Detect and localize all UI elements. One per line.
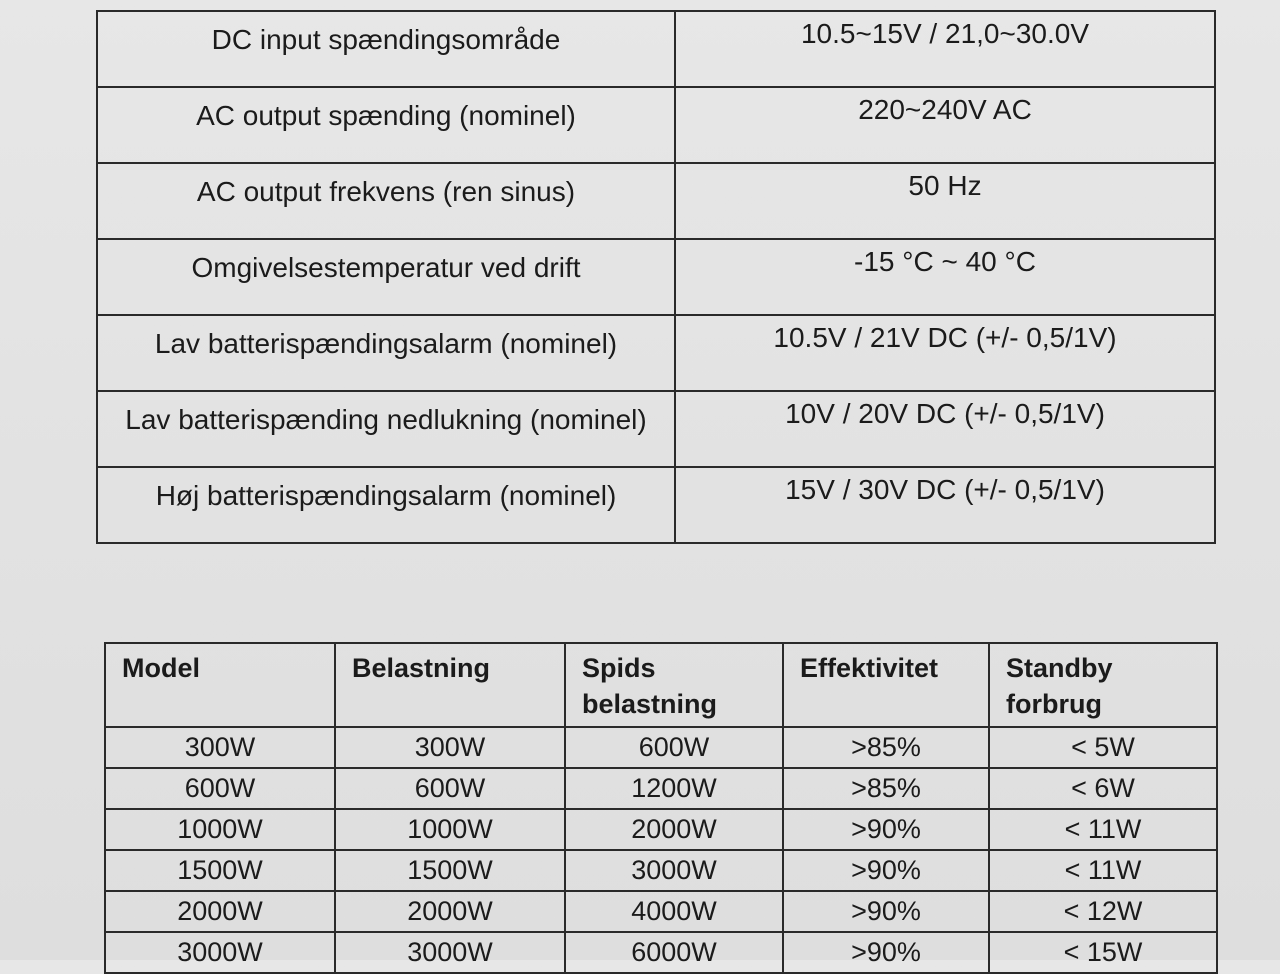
cell-model: 1500W bbox=[105, 850, 335, 891]
table-row bbox=[97, 163, 1215, 239]
table-row bbox=[97, 391, 1215, 467]
table-row bbox=[105, 768, 1217, 809]
table-row bbox=[97, 11, 1215, 87]
table-row bbox=[97, 467, 1215, 543]
cell-efficiency: >85% bbox=[783, 727, 989, 768]
cell-peak-load: 6000W bbox=[565, 932, 783, 973]
table-row bbox=[97, 87, 1215, 163]
cell-peak-load: 600W bbox=[565, 727, 783, 768]
spec-label: AC output frekvens (ren sinus) bbox=[97, 163, 675, 239]
cell-peak-load: 3000W bbox=[565, 850, 783, 891]
cell-efficiency: >90% bbox=[783, 850, 989, 891]
table-row bbox=[105, 809, 1217, 850]
table-row bbox=[105, 891, 1217, 932]
cell-model: 3000W bbox=[105, 932, 335, 973]
column-header-standby: Standby forbrug bbox=[989, 643, 1217, 727]
column-header-model: Model bbox=[105, 643, 335, 727]
cell-efficiency: >85% bbox=[783, 768, 989, 809]
cell-efficiency: >90% bbox=[783, 891, 989, 932]
spec-label: Lav batterispænding nedlukning (nominel) bbox=[97, 391, 675, 467]
spec-label: AC output spænding (nominel) bbox=[97, 87, 675, 163]
column-header-load: Belastning bbox=[335, 643, 565, 727]
cell-standby: < 12W bbox=[989, 891, 1217, 932]
model-table bbox=[104, 642, 1218, 974]
spec-table bbox=[96, 10, 1216, 544]
cell-model: 600W bbox=[105, 768, 335, 809]
cell-load: 600W bbox=[335, 768, 565, 809]
table-row bbox=[97, 315, 1215, 391]
spec-value: 10.5~15V / 21,0~30.0V bbox=[675, 11, 1215, 87]
spec-value: 50 Hz bbox=[675, 163, 1215, 239]
cell-standby: < 6W bbox=[989, 768, 1217, 809]
cell-peak-load: 2000W bbox=[565, 809, 783, 850]
spec-label: Høj batterispændingsalarm (nominel) bbox=[97, 467, 675, 543]
cell-standby: < 11W bbox=[989, 850, 1217, 891]
cell-peak-load: 1200W bbox=[565, 768, 783, 809]
header-row bbox=[105, 643, 1217, 727]
spec-value: 15V / 30V DC (+/- 0,5/1V) bbox=[675, 467, 1215, 543]
cell-standby: < 15W bbox=[989, 932, 1217, 973]
cell-standby: < 11W bbox=[989, 809, 1217, 850]
cell-load: 3000W bbox=[335, 932, 565, 973]
spec-value: 10.5V / 21V DC (+/- 0,5/1V) bbox=[675, 315, 1215, 391]
cell-load: 1000W bbox=[335, 809, 565, 850]
spec-value: -15 °C ~ 40 °C bbox=[675, 239, 1215, 315]
cell-efficiency: >90% bbox=[783, 932, 989, 973]
table-row bbox=[105, 850, 1217, 891]
spec-value: 220~240V AC bbox=[675, 87, 1215, 163]
cell-load: 2000W bbox=[335, 891, 565, 932]
cell-model: 1000W bbox=[105, 809, 335, 850]
cell-model: 2000W bbox=[105, 891, 335, 932]
cell-load: 300W bbox=[335, 727, 565, 768]
spec-label: DC input spændingsområde bbox=[97, 11, 675, 87]
cell-efficiency: >90% bbox=[783, 809, 989, 850]
cell-standby: < 5W bbox=[989, 727, 1217, 768]
table-row bbox=[105, 727, 1217, 768]
table-row bbox=[97, 239, 1215, 315]
cell-peak-load: 4000W bbox=[565, 891, 783, 932]
column-header-efficiency: Effektivitet bbox=[783, 643, 989, 727]
cell-model: 300W bbox=[105, 727, 335, 768]
spec-label: Lav batterispændingsalarm (nominel) bbox=[97, 315, 675, 391]
table-row bbox=[105, 932, 1217, 973]
column-header-peak-load: Spids belastning bbox=[565, 643, 783, 727]
spec-value: 10V / 20V DC (+/- 0,5/1V) bbox=[675, 391, 1215, 467]
spec-label: Omgivelsestemperatur ved drift bbox=[97, 239, 675, 315]
cell-load: 1500W bbox=[335, 850, 565, 891]
